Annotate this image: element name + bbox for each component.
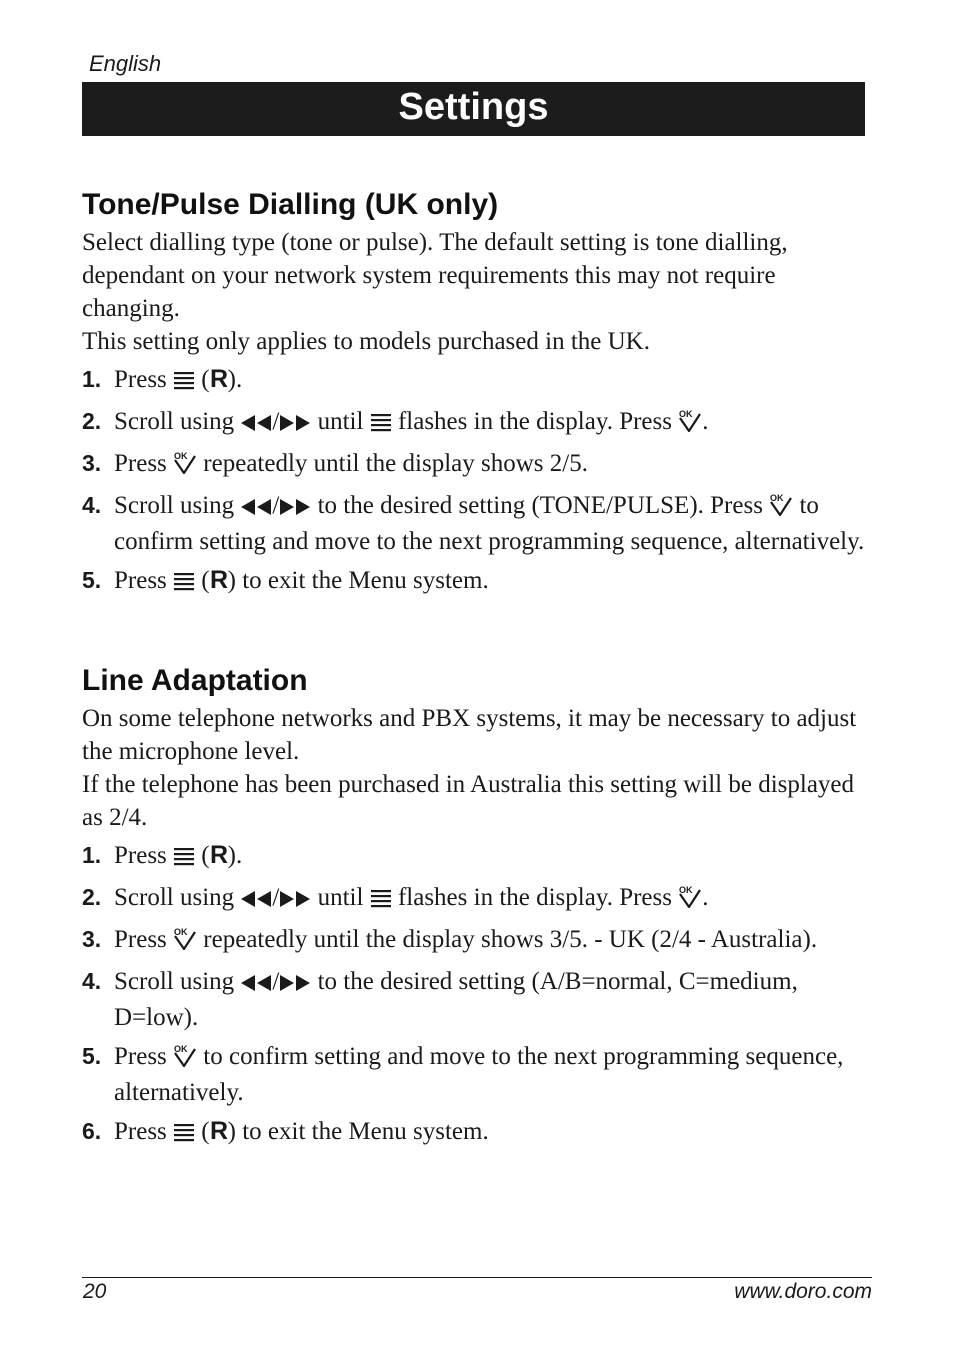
step-item: [82, 363, 872, 399]
step-text: to confirm setting and move to the next programming sequence, alternatively.: [114, 492, 865, 555]
step-number: 2.: [82, 884, 102, 910]
r-button-icon: [210, 366, 228, 399]
r-button-icon: [210, 842, 228, 875]
language-label: English: [89, 51, 162, 76]
step-text: Press: [114, 450, 174, 477]
step-text: to confirm setting and move to the next programming sequence, alternatively.: [114, 1043, 844, 1106]
fast-forward-icon: [279, 408, 311, 441]
step-item: [82, 965, 872, 1034]
svg-text:OK: OK: [174, 1044, 188, 1054]
step-number: 5.: [82, 1043, 102, 1069]
svg-text:OK: OK: [679, 409, 693, 419]
step-text: flashes in the display. Press: [391, 408, 679, 435]
step-text: Press: [114, 926, 174, 953]
svg-text:R: R: [209, 1118, 228, 1142]
section-heading: Line Adaptation: [82, 664, 308, 697]
menu-icon: [173, 366, 195, 399]
paragraph: On some telephone networks and PBX systems, it may be necessary to adjust the microphone level.: [82, 705, 857, 765]
step-item: [82, 839, 872, 875]
step-text: ).: [227, 366, 243, 393]
step-item: [82, 881, 872, 917]
step-item: [82, 1040, 872, 1109]
svg-text:OK: OK: [174, 451, 188, 461]
page-number: 20: [83, 1280, 107, 1303]
step-text: to the desired setting (A/B=normal, C=medium, D=low).: [114, 968, 798, 1031]
svg-text:R: R: [209, 842, 228, 866]
step-text: .: [702, 408, 709, 435]
step-number: 5.: [82, 567, 102, 593]
footer-url: www.doro.com: [734, 1280, 872, 1303]
step-text: (: [195, 366, 210, 393]
ok-checkmark-icon: [173, 450, 197, 483]
step-text: Scroll using: [114, 492, 241, 519]
section-heading: Tone/Pulse Dialling (UK only): [82, 188, 499, 221]
step-text: ).: [227, 842, 243, 869]
step-text: repeatedly until the display shows 2/5.: [197, 450, 588, 477]
step-text: (: [195, 1118, 210, 1145]
step-number: 3.: [82, 926, 102, 952]
r-button-icon: [210, 1118, 228, 1151]
ok-checkmark-icon: [173, 926, 197, 959]
rewind-icon: [240, 968, 272, 1001]
menu-icon: [370, 884, 392, 917]
step-text: /: [272, 492, 280, 519]
fast-forward-icon: [279, 968, 311, 1001]
svg-text:R: R: [209, 567, 228, 591]
step-text: Scroll using: [114, 968, 241, 995]
paragraph: This setting only applies to models purchased in the UK.: [82, 328, 650, 355]
step-number: 2.: [82, 408, 102, 434]
svg-text:R: R: [209, 366, 228, 390]
step-list: [82, 839, 872, 1151]
step-number: 1.: [82, 366, 102, 392]
ok-checkmark-icon: [678, 408, 702, 441]
step-number: 6.: [82, 1118, 102, 1144]
menu-icon: [173, 567, 195, 600]
rewind-icon: [240, 492, 272, 525]
step-text: Press: [114, 567, 174, 594]
paragraph: Select dialling type (tone or pulse). The default setting is tone dialling, dependant on your network system requirements this may not require changing.: [82, 229, 788, 322]
step-text: repeatedly until the display shows 3/5. - UK (2/4 - Australia).: [197, 926, 818, 953]
paragraph: If the telephone has been purchased in Australia this setting will be displayed as 2/4.: [82, 771, 855, 831]
svg-text:OK: OK: [679, 885, 693, 895]
step-text: Scroll using: [114, 408, 241, 435]
ok-checkmark-icon: [678, 884, 702, 917]
step-item: [82, 489, 872, 558]
svg-text:OK: OK: [770, 493, 784, 503]
step-number: 4.: [82, 968, 102, 994]
ok-checkmark-icon: [173, 1043, 197, 1076]
step-text: Press: [114, 366, 174, 393]
step-text: until: [311, 884, 370, 911]
step-text: flashes in the display. Press: [391, 884, 679, 911]
step-item: [82, 923, 872, 959]
step-text: (: [195, 842, 210, 869]
step-text: Press: [114, 1118, 174, 1145]
step-text: /: [272, 884, 280, 911]
rewind-icon: [240, 884, 272, 917]
ok-checkmark-icon: [769, 492, 793, 525]
step-text: /: [272, 408, 280, 435]
step-item: [82, 405, 872, 441]
fast-forward-icon: [279, 492, 311, 525]
section-line-adaptation: [82, 662, 872, 1157]
menu-icon: [173, 1118, 195, 1151]
svg-text:OK: OK: [174, 927, 188, 937]
menu-icon: [370, 408, 392, 441]
step-text: Press: [114, 842, 174, 869]
step-text: ) to exit the Menu system.: [227, 567, 489, 594]
step-number: 1.: [82, 842, 102, 868]
rewind-icon: [240, 408, 272, 441]
step-item: [82, 564, 872, 600]
step-text: .: [702, 884, 709, 911]
page-title: Settings: [82, 82, 865, 136]
fast-forward-icon: [279, 884, 311, 917]
step-text: ) to exit the Menu system.: [227, 1118, 489, 1145]
r-button-icon: [210, 567, 228, 600]
footer-divider: [82, 1277, 872, 1278]
menu-icon: [173, 842, 195, 875]
step-text: to the desired setting (TONE/PULSE). Press: [311, 492, 770, 519]
section-tone-pulse: [82, 186, 872, 606]
step-item: [82, 447, 872, 483]
step-text: Scroll using: [114, 884, 241, 911]
step-number: 3.: [82, 450, 102, 476]
step-text: until: [311, 408, 370, 435]
step-text: (: [195, 567, 210, 594]
step-list: [82, 363, 872, 600]
step-text: Press: [114, 1043, 174, 1070]
step-text: /: [272, 968, 280, 995]
step-item: [82, 1115, 872, 1151]
step-number: 4.: [82, 492, 102, 518]
